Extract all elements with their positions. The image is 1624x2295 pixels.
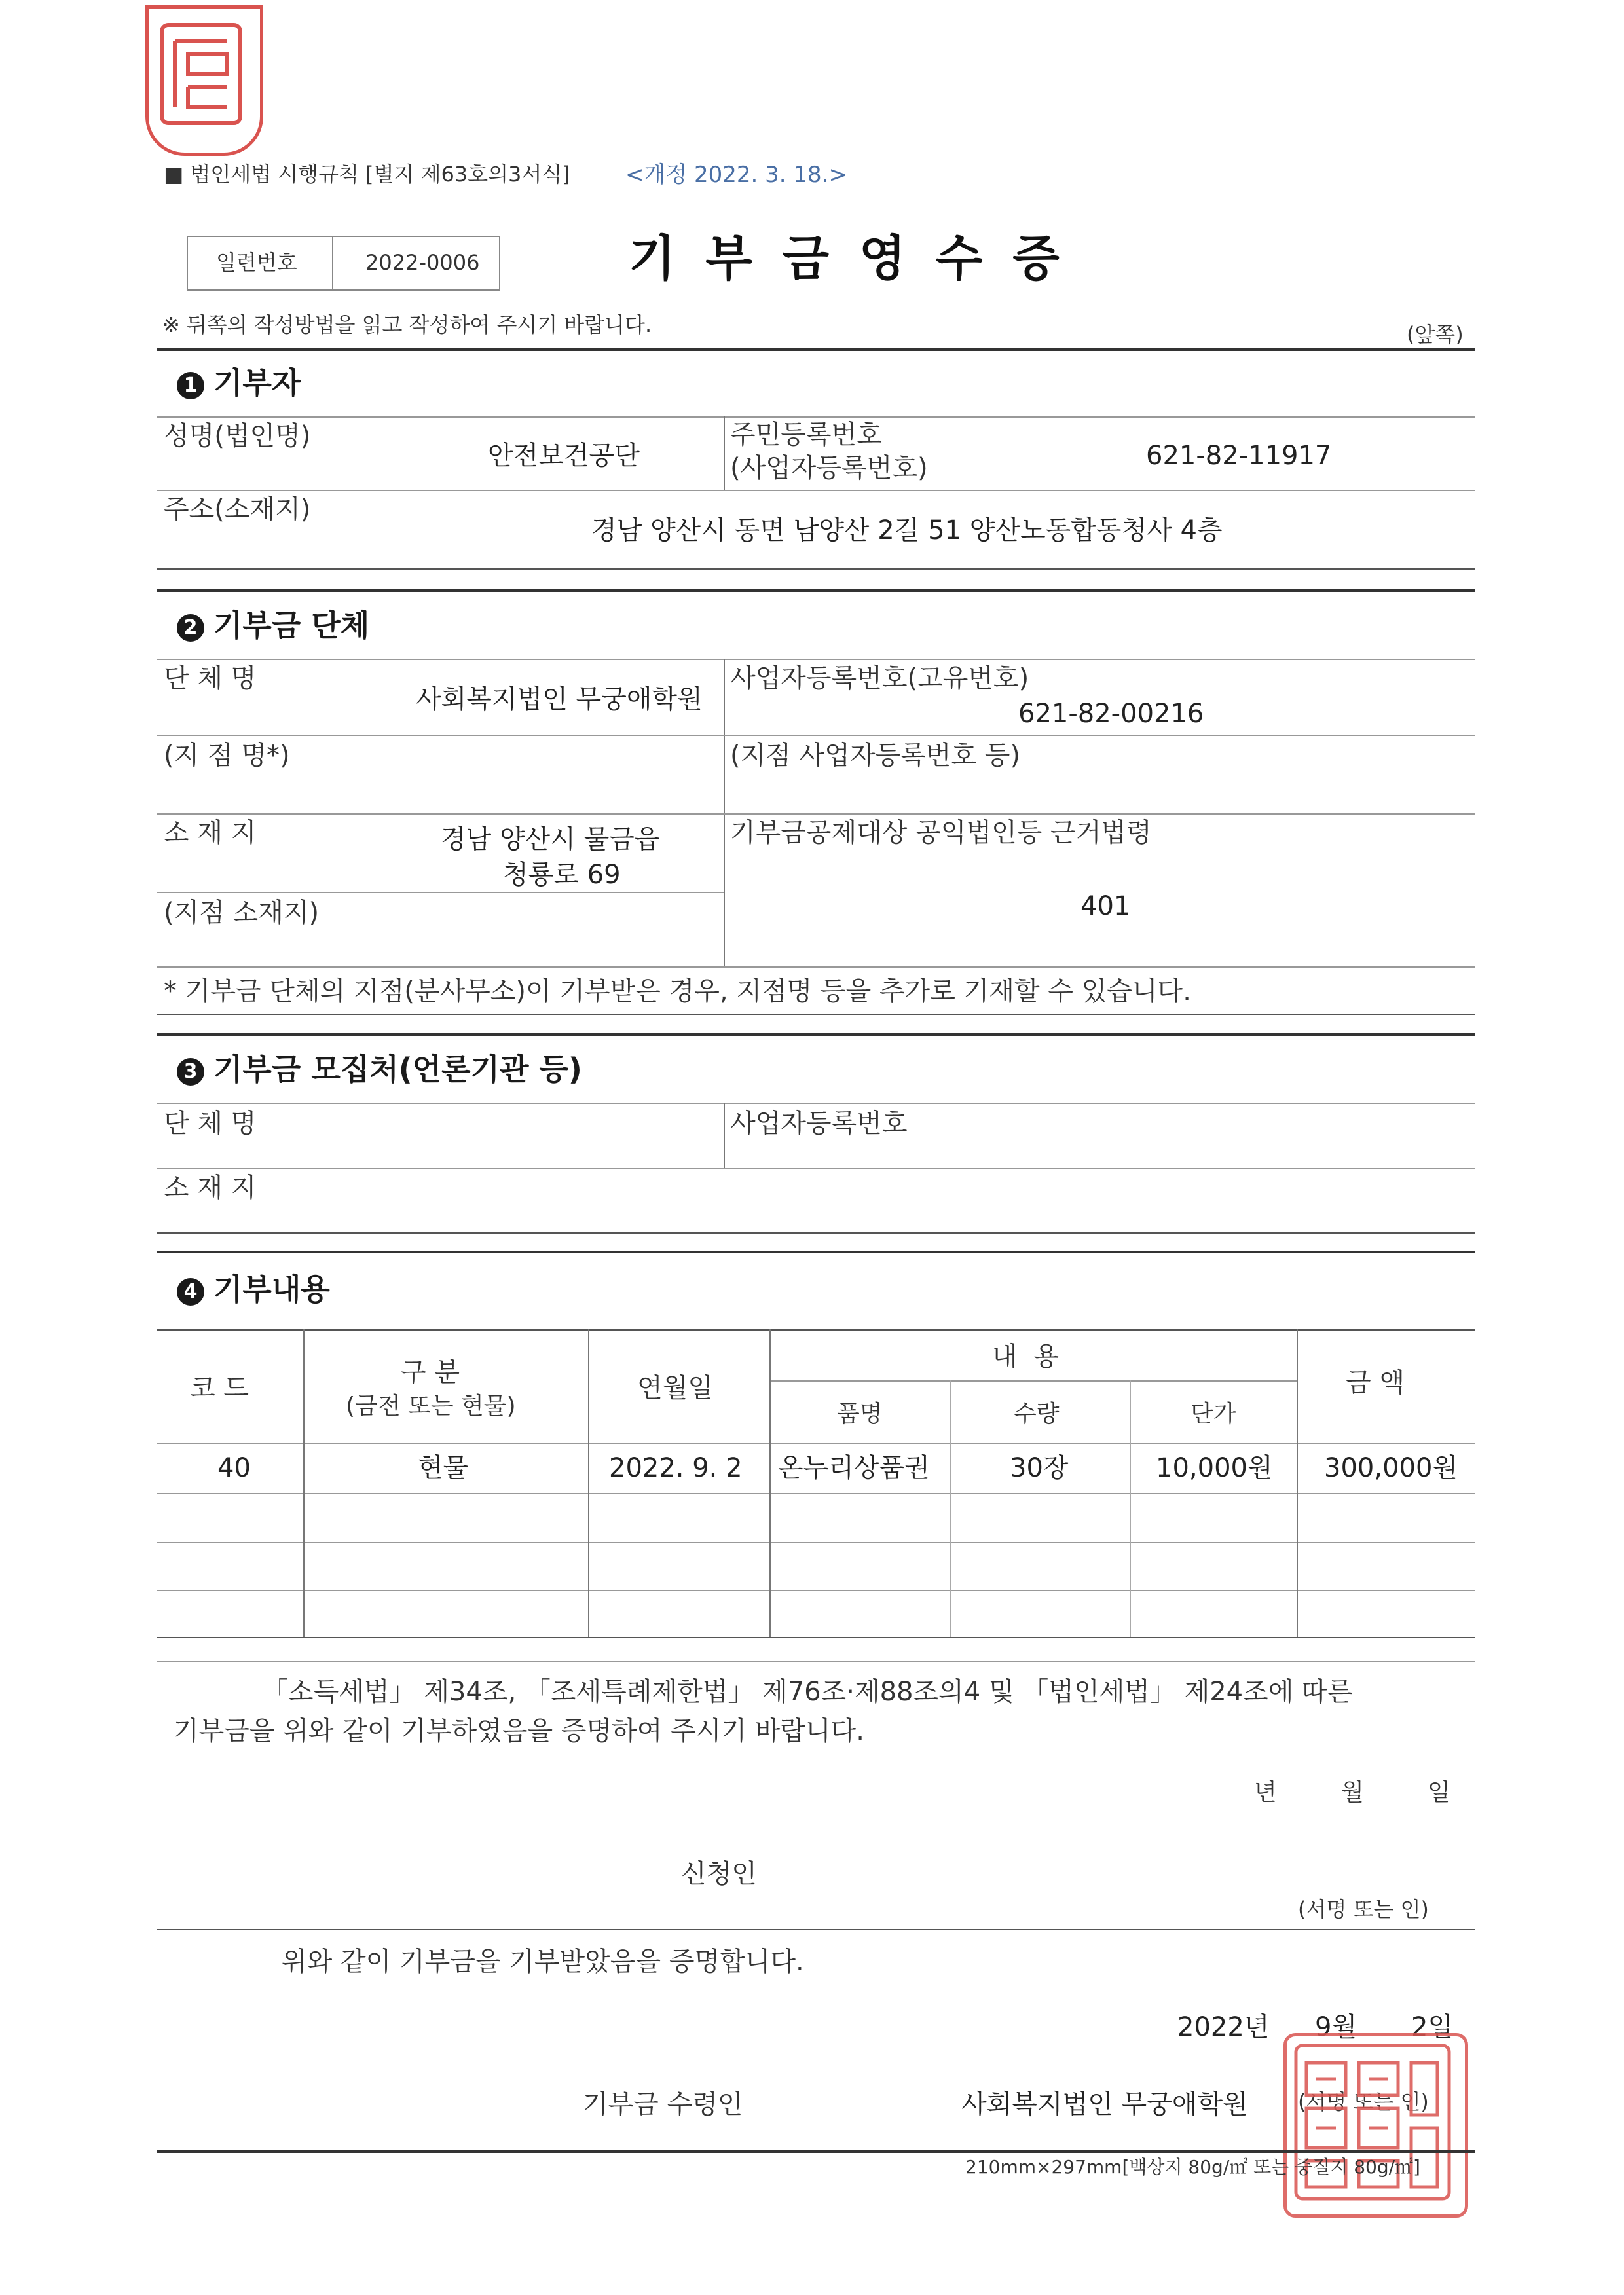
request-date-year: 년 <box>1254 1779 1277 1806</box>
cert-date-day: 2일 <box>1411 2012 1454 2042</box>
collector-name-label: 단 체 명 <box>164 1109 257 1139</box>
top-seal-stamp <box>145 5 263 156</box>
section-number-badge: 2 <box>177 614 204 642</box>
donor-id-value: 621-82-11917 <box>1146 441 1332 471</box>
row-unit-price: 10,000원 <box>1156 1453 1273 1483</box>
row-date: 2022. 9. 2 <box>609 1453 743 1483</box>
legal-basis-label: 기부금공제대상 공익법인등 근거법령 <box>730 818 1152 848</box>
row-item: 온누리상품권 <box>778 1453 930 1483</box>
donor-name-value: 안전보건공단 <box>488 441 640 471</box>
row-qty: 30장 <box>1010 1453 1069 1483</box>
col-amount-header: 금 액 <box>1346 1368 1405 1398</box>
applicant-label: 신청인 <box>681 1859 757 1889</box>
row-type: 현물 <box>418 1453 469 1483</box>
seal-pattern-icon <box>149 9 253 146</box>
branch-name-label: (지 점 명*) <box>164 741 290 771</box>
seal-pattern-icon <box>1287 2036 1458 2208</box>
certification-text: 위와 같이 기부금을 기부받았음을 증명합니다. <box>282 1947 804 1977</box>
col-content-header: 내 용 <box>992 1342 1063 1372</box>
branch-note: * 기부금 단체의 지점(분사무소)이 기부받은 경우, 지점명 등을 추가로 기재할 수 있습니다. <box>164 976 1191 1006</box>
col-date-header: 연월일 <box>637 1373 713 1403</box>
org-name-value: 사회복지법인 무궁애학원 <box>416 684 703 714</box>
donor-address-value: 경남 양산시 동면 남양산 2길 51 양산노동합동청사 4층 <box>591 515 1223 545</box>
section-collector-heading: 3 기부금 모집처(언론기관 등) <box>177 1054 582 1086</box>
receiver-label: 기부금 수령인 <box>583 2089 743 2120</box>
section-donor-heading: 1 기부자 <box>177 368 301 399</box>
collector-biz-no-label: 사업자등록번호 <box>730 1109 908 1139</box>
org-location-value-1: 경남 양산시 물금읍 <box>441 824 660 854</box>
branch-location-label: (지점 소재지) <box>164 898 320 928</box>
org-location-label: 소 재 지 <box>164 818 257 848</box>
row-amount: 300,000원 <box>1324 1453 1458 1483</box>
cert-date-month: 9월 <box>1315 2012 1357 2042</box>
org-biz-no-label: 사업자등록번호(고유번호) <box>730 663 1029 693</box>
applicant-sign-label: (서명 또는 인) <box>1298 1897 1429 1922</box>
section-number-badge: 3 <box>177 1058 204 1086</box>
donor-address-label: 주소(소재지) <box>164 494 311 524</box>
org-biz-no-value: 621-82-00216 <box>1018 699 1204 729</box>
serial-label: 일련번호 <box>216 250 297 275</box>
row-code: 40 <box>217 1453 251 1483</box>
legal-basis-value: 401 <box>1080 891 1131 921</box>
col-type-subheader: (금전 또는 현물) <box>346 1393 516 1420</box>
request-text-1: 「소득세법」 제34조, 「조세특례제한법」 제76조·제88조의4 및 「법인세법」 제24조에 따른 <box>262 1677 1353 1707</box>
donor-id-label-2: (사업자등록번호) <box>730 453 928 483</box>
section-org-heading: 2 기부금 단체 <box>177 610 369 642</box>
org-name-label: 단 체 명 <box>164 663 257 693</box>
request-date-month: 월 <box>1341 1779 1364 1806</box>
col-code-header: 코 드 <box>190 1373 249 1403</box>
receiver-seal-stamp <box>1283 2033 1468 2218</box>
request-text-2: 기부금을 위와 같이 기부하였음을 증명하여 주시기 바랍니다. <box>174 1716 865 1746</box>
page-side-label: (앞쪽) <box>1407 322 1464 347</box>
collector-location-label: 소 재 지 <box>164 1173 257 1203</box>
col-unit-price-header: 단가 <box>1190 1401 1236 1427</box>
col-type-header: 구 분 <box>401 1357 460 1387</box>
cert-date-year: 2022년 <box>1177 2012 1270 2042</box>
col-item-header: 품명 <box>837 1401 883 1427</box>
section-number-badge: 1 <box>177 372 204 399</box>
receiver-name: 사회복지법인 무궁애학원 <box>961 2089 1248 2120</box>
section-details-heading: 4 기부내용 <box>177 1274 330 1306</box>
form-reference: ■ 법인세법 시행규칙 [별지 제63호의3서식] <box>164 162 570 187</box>
revision-date: <개정 2022. 3. 18.> <box>625 162 847 188</box>
request-date-day: 일 <box>1428 1779 1450 1806</box>
donor-name-label: 성명(법인명) <box>164 421 311 451</box>
org-location-value-2: 청룡로 69 <box>503 860 621 890</box>
donor-id-label-1: 주민등록번호 <box>730 420 882 450</box>
serial-value: 2022-0006 <box>365 250 480 275</box>
branch-biz-no-label: (지점 사업자등록번호 등) <box>730 741 1021 771</box>
section-number-badge: 4 <box>177 1278 204 1306</box>
paper-spec: 210mm×297mm[백상지 80g/㎡ 또는 중질지 80g/㎡] <box>965 2156 1420 2178</box>
instruction-note: ※ 뒤쪽의 작성방법을 읽고 작성하여 주시기 바랍니다. <box>162 312 652 337</box>
col-qty-header: 수량 <box>1014 1401 1060 1427</box>
document-title: 기 부 금 영 수 증 <box>629 230 1066 287</box>
receiver-sign-label: (서명 또는 인) <box>1298 2089 1429 2114</box>
